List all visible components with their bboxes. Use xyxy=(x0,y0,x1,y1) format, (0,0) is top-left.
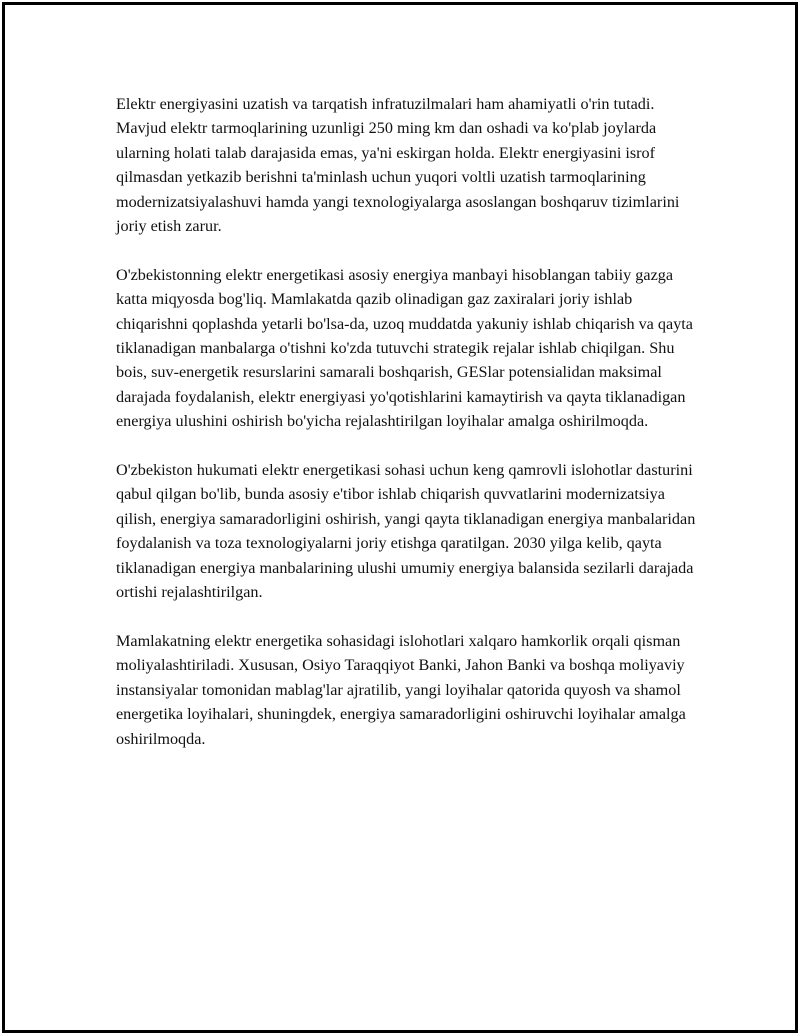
paragraph-2: O'zbekistonning elektr energetikasi asosiy energiya manbayi hisoblangan tabiiy gazga katta miqyosda bog'liq. Mamlakatda qazib olinadigan gaz zaxiralari joriy ishlab chiqarishni qoplashda yetarli bo'lsa-da, uzoq muddatda yakuniy ishlab chiqarish va qayta tiklanadigan manbalarga o'tishni ko'zda tutuvchi strategik rejalar ishlab chiqilgan. Shu bois, suv-energetik resurslarini samarali boshqarish, GESlar potensialidan maksimal darajada foydalanish, elektr energiyasi yo'qotishlarini kamaytirish va qayta tiklanadigan energiya ulushini oshirish bo'yicha rejalashtirilgan loyihalar amalga oshirilmoqda. xyxy=(116,265,693,431)
paragraph-1: Elektr energiyasini uzatish va tarqatish infratuzilmalari ham ahamiyatli o'rin tutadi. Mavjud elektr tarmoqlarining uzunligi 250 ming km dan oshadi va ko'plab joylarda ularning holati talab darajasida emas, ya'ni eskirgan holda. Elektr energiyasini isrof qilmasdan yetkazib berishni ta'minlash uchun yuqori voltli uzatish tarmoqlarining modernizatsiyalashuvi hamda yangi texnologiyalarga asoslangan boshqaruv tizimlarini joriy etish zarur. xyxy=(116,95,680,236)
document-body xyxy=(116,92,696,751)
paragraph-3: O'zbekiston hukumati elektr energetikasi sohasi uchun keng qamrovli islohotlar dasturini qabul qilgan bo'lib, bunda asosiy e'tibor ishlab chiqarish quvvatlarini modernizatsiya qilish, energiya samaradorligini oshirish, yangi qayta tiklanadigan energiya manbalaridan foydalanish va toza texnologiyalarni joriy etishga qaratilgan. 2030 yilga kelib, qayta tiklanadigan energiya manbalarining ulushi umumiy energiya balansida sezilarli darajada ortishi rejalashtirilgan. xyxy=(116,461,696,602)
paragraph-4: Mamlakatning elektr energetika sohasidagi islohotlari xalqaro hamkorlik orqali qisman moliyalashtiriladi. Xususan, Osiyo Taraqqiyot Banki, Jahon Banki va boshqa moliyaviy instansiyalar tomonidan mablag'lar ajratilib, yangi loyihalar qatorida quyosh va shamol energetika loyihalari, shuningdek, energiya samaradorligini oshiruvchi loyihalar amalga oshirilmoqda. xyxy=(116,631,686,748)
